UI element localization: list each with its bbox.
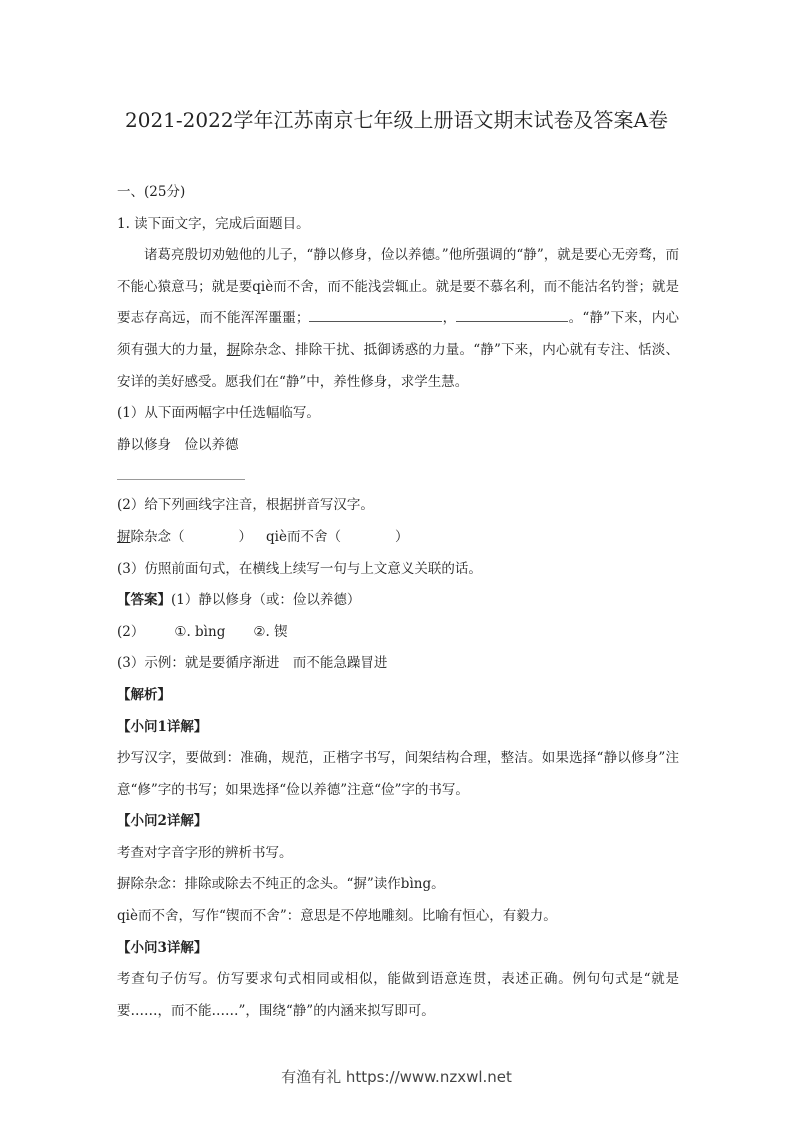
answer-text: ①. bìng [174, 623, 226, 640]
answer-3: (3）示例：就是要循序渐进 而不能急躁冒进 [117, 655, 388, 672]
underlined-char: 摒 [117, 528, 131, 545]
analysis-sub3-heading: 【小问3详解】 [117, 939, 208, 956]
calligraphy-options: 静以修身 俭以养德 [117, 436, 239, 453]
subquestion-3: (3）仿照前面句式，在横线上续写一句与上文意义关联的话。 [117, 560, 482, 577]
passage-text: 。“静”下来，内心须有强大的力量， [117, 310, 679, 358]
pinyin-item-2: qiè而不舍（ ） [266, 528, 409, 545]
passage-text: 诸葛亮殷切劝勉他的儿子，“静以修身，俭以养德。”他所强调的“静”，就是要心无旁骛，而不能心猿意马；就是要qiè而不舍，而不能浅尝辄止。就是要不慕名利，而不能沽名钓誉；就是要志存高远，而不能浑浑噩噩； [117, 247, 679, 327]
underlined-char: 摒 [226, 341, 241, 358]
document-body [117, 177, 679, 1027]
analysis-sub2-line: qiè而不舍，写作“锲而不舍”：意思是不停地雕刻。比喻有恒心，有毅力。 [117, 908, 557, 925]
answer-text: (1）静以修身（或：俭以养德） [171, 592, 361, 609]
answer-text: (2） [117, 623, 145, 640]
answer-1 [117, 585, 679, 617]
analysis-sub1-body: 抄写汉字，要做到：准确，规范，正楷字书写，间架结构合理，整洁。如果选择“静以修身”注意“修”字的书写；如果选择“俭以养德”注意“俭”字的书写。 [117, 750, 679, 798]
passage-comma: ， [442, 310, 457, 327]
fill-blank-2[interactable] [456, 307, 568, 322]
document-title: 2021-2022学年江苏南京七年级上册语文期末试卷及答案A卷 [125, 108, 668, 132]
footer-watermark: 有渔有礼 https://www.nzxwl.net [281, 1068, 512, 1086]
subquestion-2-items [117, 522, 679, 554]
analysis-sub2-line: 考查对字音字形的辨析书写。 [117, 844, 293, 861]
passage-text: 除杂念、排除干扰、抵御诱惑的力量。“静”下来，内心就有专注、恬淡、安详的美好感受。愿我们在“静”中，养性修身，求学生慧。 [117, 341, 680, 390]
analysis-sub2-heading: 【小问2详解】 [117, 813, 208, 830]
reading-passage [117, 240, 679, 398]
pinyin-item-1: 除杂念（ ） [130, 528, 252, 545]
analysis-sub1-heading: 【小问1详解】 [117, 718, 208, 735]
analysis-sub2-line: 摒除杂念：排除或除去不纯正的念头。“摒”读作bìng。 [117, 876, 445, 893]
question-prompt: 1. 读下面文字，完成后面题目。 [117, 215, 310, 232]
answer-text: ②. 锲 [253, 623, 288, 640]
fill-blank-1[interactable] [309, 307, 442, 322]
subquestion-1: (1）从下面两幅字中任选幅临写。 [117, 405, 320, 422]
separator-line [117, 479, 245, 480]
section-heading: 一、(25分) [117, 184, 186, 200]
subquestion-2: (2）给下列画线字注音，根据拼音写汉字。 [117, 497, 374, 514]
answer-label: 【答案】 [117, 592, 171, 609]
analysis-sub3-body: 考查句子仿写。仿写要求句式相同或相似，能做到语意连贯，表述正确。例句句式是“就是要……，而不能……”，围绕“静”的内涵来拟写即可。 [117, 971, 679, 1019]
analysis-label: 【解析】 [117, 686, 171, 703]
answer-2 [117, 617, 679, 649]
